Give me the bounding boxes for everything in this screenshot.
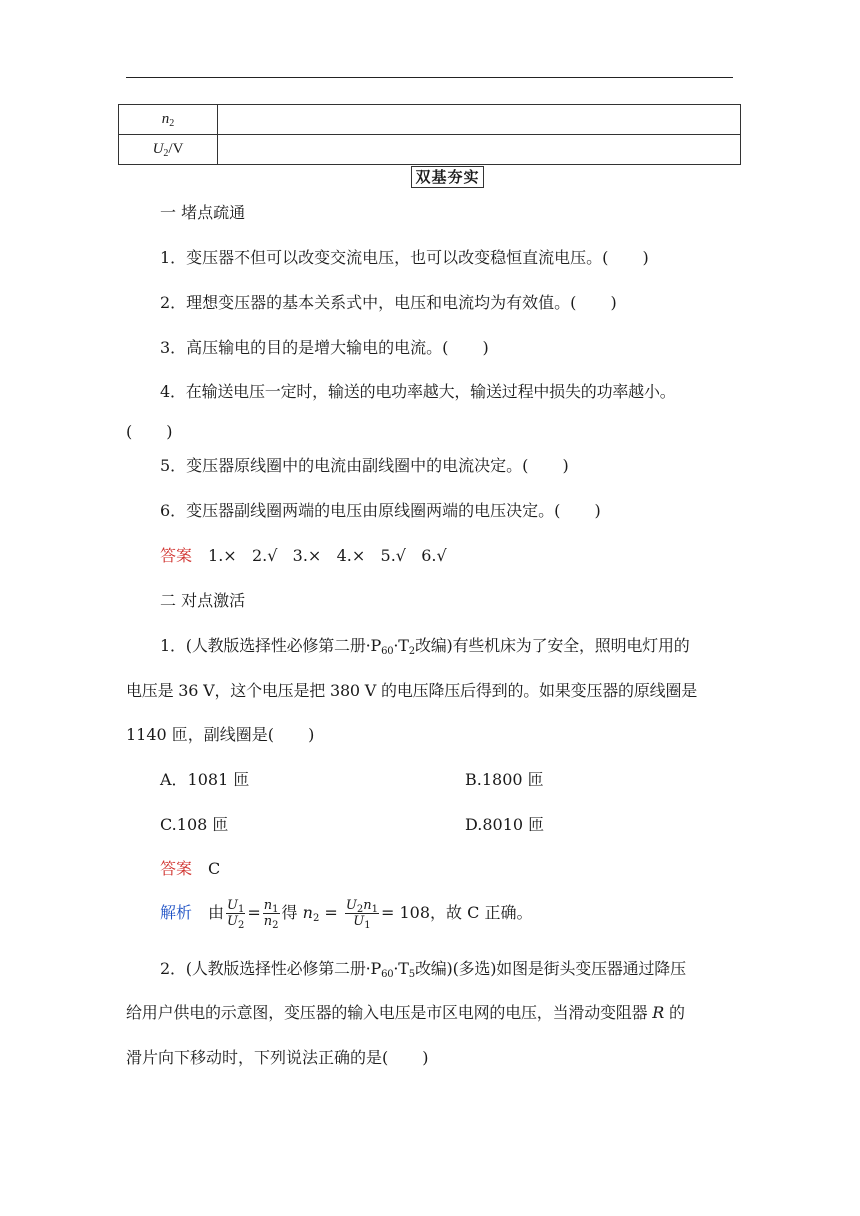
question-item-6: 6．变压器副线圈两端的电压由原线圈两端的电压决定。( ) [160, 501, 601, 520]
table-row [119, 135, 741, 165]
question-item-1: 1．变压器不但可以改变交流电压，也可以改变稳恒直流电压。( ) [160, 248, 649, 267]
row-cell-u2 [218, 135, 741, 165]
question2-2-line3: 滑片向下移动时，下列说法正确的是( ) [126, 1048, 429, 1067]
fraction-u1-u2: $\frac{U_1}{U_2}$ [227, 898, 245, 931]
section1-title: 一 堵点疏通 [160, 203, 246, 222]
data-table [118, 104, 741, 165]
option-c: C.108 匝 [160, 815, 229, 834]
fraction-u2n1-u1: $\frac{U_2n_1}{U_1}$ [345, 898, 378, 931]
table-row [119, 105, 741, 135]
option-d: D.8010 匝 [465, 815, 545, 834]
question2-2-line1: 2．(人教版选择性必修第二册$\cdot P_{60}\cdot T_5$改编)(多选)如图是街头变压器通过降压 [160, 959, 686, 980]
analysis-line: 解析 由 $\frac{U_1}{U_2}$ = $\frac{n_1}{n_2}$ 得 $n_2$ = $\frac{U_2n_1}{U_1}$ = 108，故 C 正确。 [160, 898, 533, 931]
question-item-2: 2．理想变压器的基本关系式中，电压和电流均为有效值。( ) [160, 293, 617, 312]
question2-1-line1: 1．(人教版选择性必修第二册$\cdot P_{60}\cdot T_2$改编)有些机床为了安全，照明电灯用的 [160, 636, 690, 657]
analysis-label: 解析 [160, 903, 193, 922]
fraction-n1-n2: $\frac{n_1}{n_2}$ [263, 898, 279, 931]
question-item-4-paren: ( ) [126, 422, 173, 441]
question-item-5: 5．变压器原线圈中的电流由副线圈中的电流决定。( ) [160, 456, 569, 475]
question-item-3: 3．高压输电的目的是增大输电的电流。( ) [160, 338, 489, 357]
row-cell-n2 [218, 105, 741, 135]
header-rule [126, 77, 733, 78]
row-label-n2: $n_2$ [119, 105, 218, 135]
question2-1-line3: 1140 匝，副线圈是( ) [126, 725, 315, 744]
answer-line-1: 答案 1.× 2.√ 3.× 4.× 5.√ 6.√ [160, 546, 447, 565]
answer-line-2: 答案 C [160, 859, 221, 878]
question2-2-line2: 给用户供电的示意图，变压器的输入电压是市区电网的电压，当滑动变阻器 R 的 [126, 1003, 685, 1022]
section2-title: 二 对点激活 [160, 591, 246, 610]
option-b: B.1800 匝 [465, 770, 544, 789]
question2-1-line2: 电压是 36 V，这个电压是把 380 V 的电压降压后得到的。如果变压器的原线圈是 [126, 681, 698, 700]
option-a: A．1081 匝 [160, 770, 250, 789]
row-label-u2: $U_2/V$ [119, 135, 218, 165]
answer-label: 答案 [160, 859, 193, 878]
answer-label: 答案 [160, 546, 193, 565]
question-item-4: 4．在输送电压一定时，输送的电功率越大，输送过程中损失的功率越小。 [160, 382, 676, 401]
section-badge: 双基夯实 [411, 166, 484, 188]
